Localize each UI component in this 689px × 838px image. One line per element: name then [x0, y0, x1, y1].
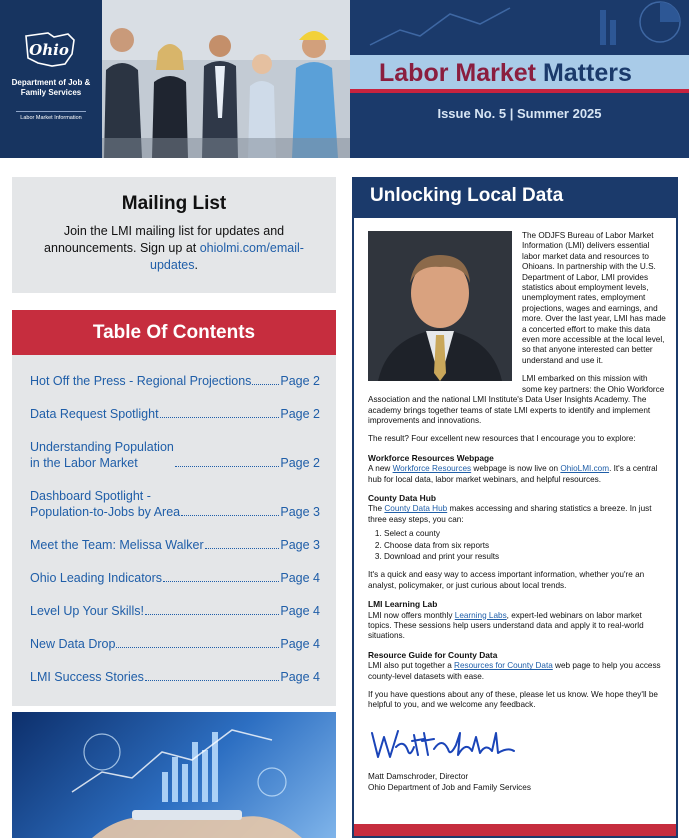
odjfs-brand-block [0, 0, 102, 158]
toc-item-new-data-drop[interactable]: New Data Drop Page 4 [30, 637, 320, 651]
toc-item-regional-projections[interactable]: Hot Off the Press - Regional Projections Page 2 [30, 374, 320, 388]
section-title-workforce-resources: Workforce Resources Webpage [368, 452, 494, 463]
newsletter-title-band [350, 55, 689, 93]
section-text-county-data-hub: The County Data Hub makes accessing and sharing statistics a breeze. In just three easy steps, you can: [368, 504, 652, 524]
director-organization: Ohio Department of Job and Family Services [368, 782, 531, 792]
list-item: 2. Choose data from six reports [384, 541, 666, 551]
director-signature [368, 723, 518, 763]
learning-labs-link[interactable]: Learning Labs [454, 610, 507, 620]
resources-county-data-link[interactable]: Resources for County Data [454, 661, 553, 671]
workers-photo [102, 0, 350, 158]
article-closing: If you have questions about any of these, please let us know. We hope they'll be helpful to you, and we welcome any feedback. [368, 690, 658, 710]
article-paragraph-partners: LMI embarked on this mission with some key partners: the Ohio Workforce Association and the national LMI Institute's Data User Insights Academy. The academy brings together teams of state LMI experts to identify and implement improvements and innovations. [368, 374, 665, 425]
data-analytics-image [12, 712, 336, 838]
article-unlocking-local-data [352, 177, 678, 838]
email-updates-link[interactable]: ohiolmi.com/email-updates [150, 241, 304, 272]
workers-illustration [102, 0, 350, 158]
svg-text:Ohio: Ohio [29, 41, 69, 59]
department-name: Department of Job & Family Services [11, 78, 91, 97]
article-body [368, 231, 666, 793]
section-title-learning-lab: LMI Learning Lab [368, 599, 438, 610]
mailing-list-box [12, 177, 336, 293]
table-of-contents [12, 310, 336, 706]
toc-list [12, 355, 336, 685]
title-area [350, 0, 689, 158]
toc-item-data-request-spotlight[interactable]: Data Request Spotlight Page 2 [30, 407, 320, 421]
newsletter-title: Labor Market Matters [379, 59, 632, 87]
department-subtitle: Labor Market Information [20, 115, 82, 121]
toc-item-leading-indicators[interactable]: Ohio Leading Indicators Page 4 [30, 571, 320, 585]
article-paragraph-result: The result? Four excellent new resources that I encourage you to explore: [368, 434, 636, 444]
county-data-steps [384, 529, 666, 562]
section-text-learning-lab: LMI now offers monthly Learning Labs, expert-led webinars on labor market topics. These sessions help users understand data and apply it to real-world situations. [368, 610, 644, 641]
mailing-list-text: Join the LMI mailing list for updates and announcements. Sign up at ohiolmi.com/email-updates. [44, 224, 304, 272]
section-title-resource-guide: Resource Guide for County Data [368, 649, 498, 660]
issue-info: Issue No. 5 | Summer 2025 [437, 106, 602, 121]
section-text-workforce-resources: A new Workforce Resources webpage is now live on OhioLMI.com. It's a central hub for local data, labor market webinars, and helpful resources. [368, 464, 658, 484]
article-paragraph-quick-access: It's a quick and easy way to access important information, whether you're an analyst, policymaker, or just curious about local trends. [368, 570, 645, 590]
article-intro: The ODJFS Bureau of Labor Market Information (LMI) delivers essential labor market data and resources to Ohioans. In partnership with the U.S. Department of Labor, LMI provides statistics about employment levels, unemployment rates, employment projections, wages and earnings, and more. Over the last year, LMI has made a concerted effort to make this data even more accessible at the local level, so that anyone interested can better understand and use it. [522, 231, 666, 365]
ohiolmi-link[interactable]: OhioLMI.com [560, 464, 610, 474]
county-data-hub-link[interactable]: County Data Hub [384, 504, 448, 514]
section-text-resource-guide: LMI also put together a Resources for County Data web page to help you access county-level datasets with ease. [368, 661, 661, 681]
ohio-logo-icon [18, 30, 80, 70]
toc-item-understanding-population[interactable]: Understanding Population in the Labor Market Page 2 [30, 440, 320, 470]
list-item: 1. Select a county [384, 529, 666, 539]
brand-divider [16, 111, 86, 112]
mailing-list-title: Mailing List [121, 193, 227, 214]
toc-item-meet-the-team[interactable]: Meet the Team: Melissa Walker Page 3 [30, 538, 320, 552]
director-name: Matt Damschroder, Director [368, 772, 469, 782]
director-portrait [368, 231, 512, 381]
data-analytics-illustration [12, 712, 336, 838]
toc-title: Table Of Contents [12, 310, 336, 355]
masthead [0, 0, 689, 158]
toc-item-level-up-skills[interactable]: Level Up Your Skills! Page 4 [30, 604, 320, 618]
workforce-resources-link[interactable]: Workforce Resources [392, 464, 472, 474]
toc-item-dashboard-spotlight[interactable]: Dashboard Spotlight - Population-to-Jobs by Area Page 3 [30, 489, 320, 519]
article-title: Unlocking Local Data [354, 177, 676, 218]
director-portrait-illustration [368, 231, 512, 381]
list-item: 3. Download and print your results [384, 552, 666, 562]
chart-decoration-icon [350, 0, 689, 55]
section-title-county-data-hub: County Data Hub [368, 492, 436, 503]
toc-item-success-stories[interactable]: LMI Success Stories Page 4 [30, 670, 320, 684]
article-footer-bar [354, 824, 676, 836]
